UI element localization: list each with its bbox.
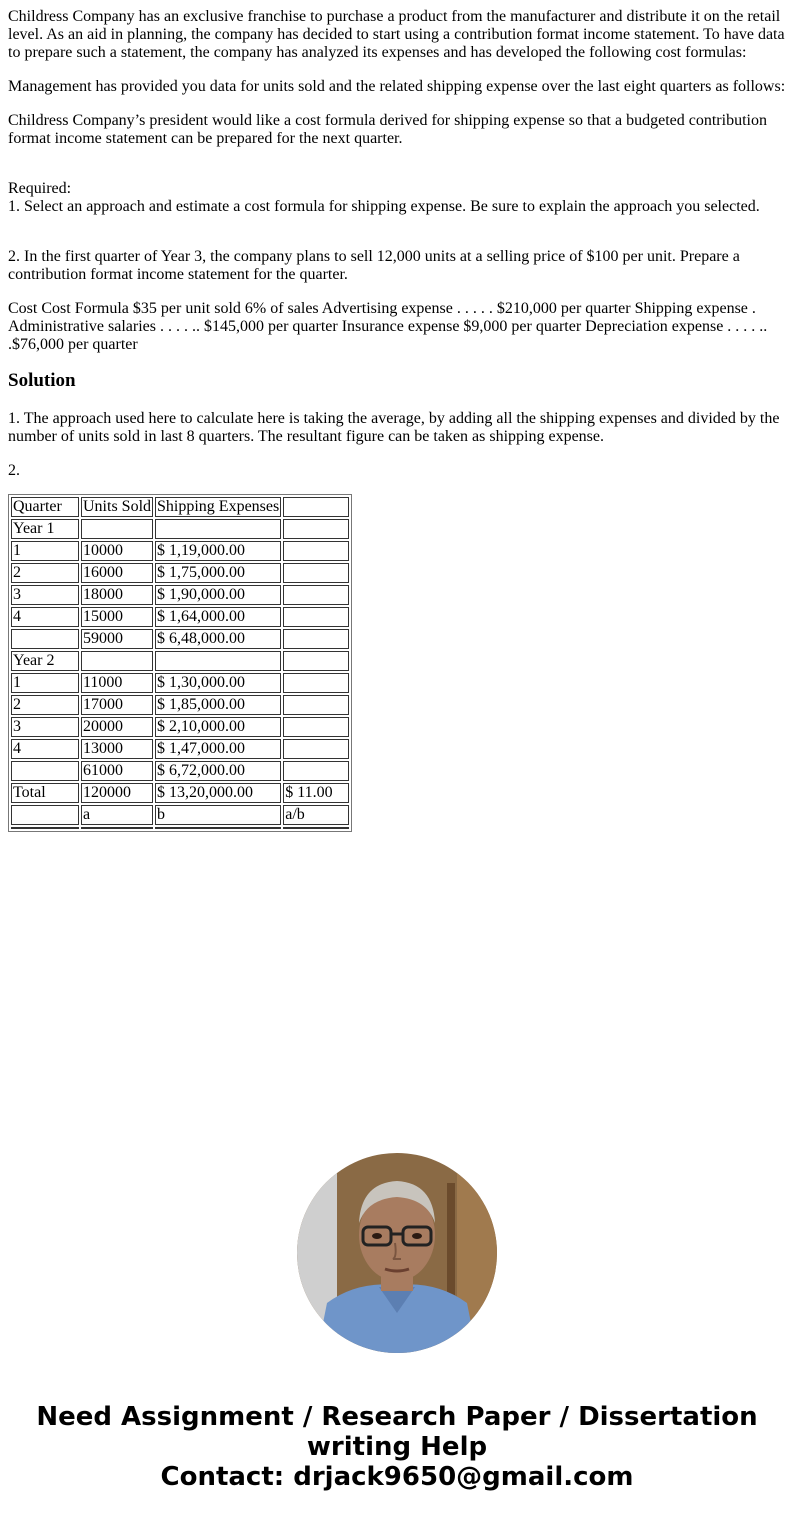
- table-cell: $ 2,10,000.00: [155, 717, 281, 737]
- table-cell: $ 1,19,000.00: [155, 541, 281, 561]
- table-header-cell: Shipping Expenses: [157, 498, 280, 515]
- table-cell: $ 11.00: [283, 783, 349, 803]
- table-cell: [81, 651, 153, 671]
- table-cell: a: [81, 805, 153, 825]
- table-cell: $ 1,85,000.00: [155, 695, 281, 715]
- table-cell: 15000: [81, 607, 153, 627]
- table-row: [11, 695, 349, 715]
- table-cell: [283, 541, 349, 561]
- table-row: [11, 739, 349, 759]
- author-avatar: [297, 1153, 497, 1353]
- table-cell: 18000: [81, 585, 153, 605]
- author-portrait-image: [297, 1153, 497, 1353]
- requirement-2: 2. In the first quarter of Year 3, the company plans to sell 12,000 units at a selling price of $100 per unit. Prepare a contribution format income statement for the quarter.: [8, 248, 740, 283]
- table-cell: Year 1: [11, 519, 79, 539]
- table-cell: 120000: [81, 783, 153, 803]
- table-header-cell: Units Sold: [83, 498, 152, 515]
- required-label: Required:: [8, 180, 72, 197]
- table-cell: [283, 827, 349, 829]
- table-row: [11, 541, 349, 561]
- table-cell: 4: [11, 607, 79, 627]
- table-cell: 11000: [81, 673, 153, 693]
- table-cell: Year 2: [11, 651, 79, 671]
- promo-banner: [0, 1402, 794, 1492]
- table-cell: $ 1,64,000.00: [155, 607, 281, 627]
- solution-answer-2-label: 2.: [8, 462, 20, 479]
- promo-line-2: writing Help: [306, 1432, 488, 1462]
- table-cell: [11, 761, 79, 781]
- requirement-1: 1. Select an approach and estimate a cost formula for shipping expense. Be sure to explain the approach you selected.: [8, 198, 760, 215]
- table-cell: 2: [11, 695, 79, 715]
- table-cell: [283, 695, 349, 715]
- table-row: [11, 783, 349, 803]
- table-cell: [283, 761, 349, 781]
- table-row: [11, 607, 349, 627]
- table-cell: $ 1,90,000.00: [155, 585, 281, 605]
- table-cell: $ 6,48,000.00: [155, 629, 281, 649]
- table-cell: 10000: [81, 541, 153, 561]
- table-cell: $ 6,72,000.00: [155, 761, 281, 781]
- table-cell: [155, 651, 281, 671]
- table-row: [11, 519, 349, 539]
- table-cell: 2: [11, 563, 79, 583]
- table-cell: b: [155, 805, 281, 825]
- table-cell: 3: [11, 717, 79, 737]
- table-row: [11, 651, 349, 671]
- table-cell: [283, 607, 349, 627]
- solution-answer-1: 1. The approach used here to calculate here is taking the average, by adding all the shipping expenses and divided by the number of units sold in last 8 quarters. The resultant figure can be taken as shipping expense.: [8, 410, 780, 445]
- document-body: [8, 8, 788, 832]
- table-row: [11, 563, 349, 583]
- table-cell: [283, 519, 349, 539]
- table-cell: [283, 651, 349, 671]
- table-cell: [283, 673, 349, 693]
- table-row: [11, 761, 349, 781]
- table-cell: [283, 717, 349, 737]
- table-cell: 1: [11, 541, 79, 561]
- table-header-cell: [283, 497, 349, 517]
- table-cell: 13000: [81, 739, 153, 759]
- table-cell: [155, 519, 281, 539]
- table-cell: [283, 585, 349, 605]
- table-header-cell: Quarter: [11, 497, 79, 517]
- question-president-note: Childress Company’s president would like a cost formula derived for shipping expense so that a budgeted contribution format income statement can be prepared for the next quarter.: [8, 112, 767, 147]
- table-row: [11, 673, 349, 693]
- table-cell: 4: [11, 739, 79, 759]
- table-empty-row: [11, 827, 349, 829]
- table-row: [11, 717, 349, 737]
- table-cell: $ 1,75,000.00: [155, 563, 281, 583]
- promo-line-1: Need Assignment / Research Paper / Dissertation: [36, 1402, 758, 1432]
- table-cell: 1: [11, 673, 79, 693]
- table-cell: [81, 519, 153, 539]
- table-row: [11, 629, 349, 649]
- solution-heading: Solution: [8, 370, 76, 391]
- table-cell: [81, 827, 153, 829]
- promo-contact-line: Contact: drjack9650@gmail.com: [160, 1462, 634, 1492]
- question-data-note: Management has provided you data for units sold and the related shipping expense over the last eight quarters as follows:: [8, 78, 786, 95]
- table-cell: 61000: [81, 761, 153, 781]
- table-cell: [283, 629, 349, 649]
- shipping-expense-table: [8, 494, 352, 832]
- table-cell: a/b: [283, 805, 349, 825]
- table-row: [11, 805, 349, 825]
- table-cell: [11, 827, 79, 829]
- table-cell: $ 1,47,000.00: [155, 739, 281, 759]
- table-cell: 16000: [81, 563, 153, 583]
- table-cell: $ 13,20,000.00: [155, 783, 281, 803]
- table-cell: [283, 739, 349, 759]
- table-cell: 59000: [81, 629, 153, 649]
- question-intro: Childress Company has an exclusive franchise to purchase a product from the manufacturer and distribute it on the retail level. As an aid in planning, the company has decided to start using a contribution format income statement. To have data to prepare such a statement, the company has analyzed its expenses and has developed the following cost formulas:: [8, 8, 785, 61]
- table-row: [11, 585, 349, 605]
- cost-formulas: Cost Cost Formula $35 per unit sold 6% of sales Advertising expense . . . . . $210,000 per quarter Shipping expense . Administrative salaries . . . . .. $145,000 per quarter Insurance expense $9,000 per quarter Depreciation expense . . . . .. .$76,000 per quarter: [8, 300, 768, 353]
- table-cell: 20000: [81, 717, 153, 737]
- table-cell: 3: [11, 585, 79, 605]
- table-cell: Total: [11, 783, 79, 803]
- table-header-row: [11, 497, 349, 517]
- table-cell: [155, 827, 281, 829]
- table-cell: 17000: [81, 695, 153, 715]
- table-cell: $ 1,30,000.00: [155, 673, 281, 693]
- table-cell: [11, 805, 79, 825]
- table-cell: [283, 563, 349, 583]
- table-cell: [11, 629, 79, 649]
